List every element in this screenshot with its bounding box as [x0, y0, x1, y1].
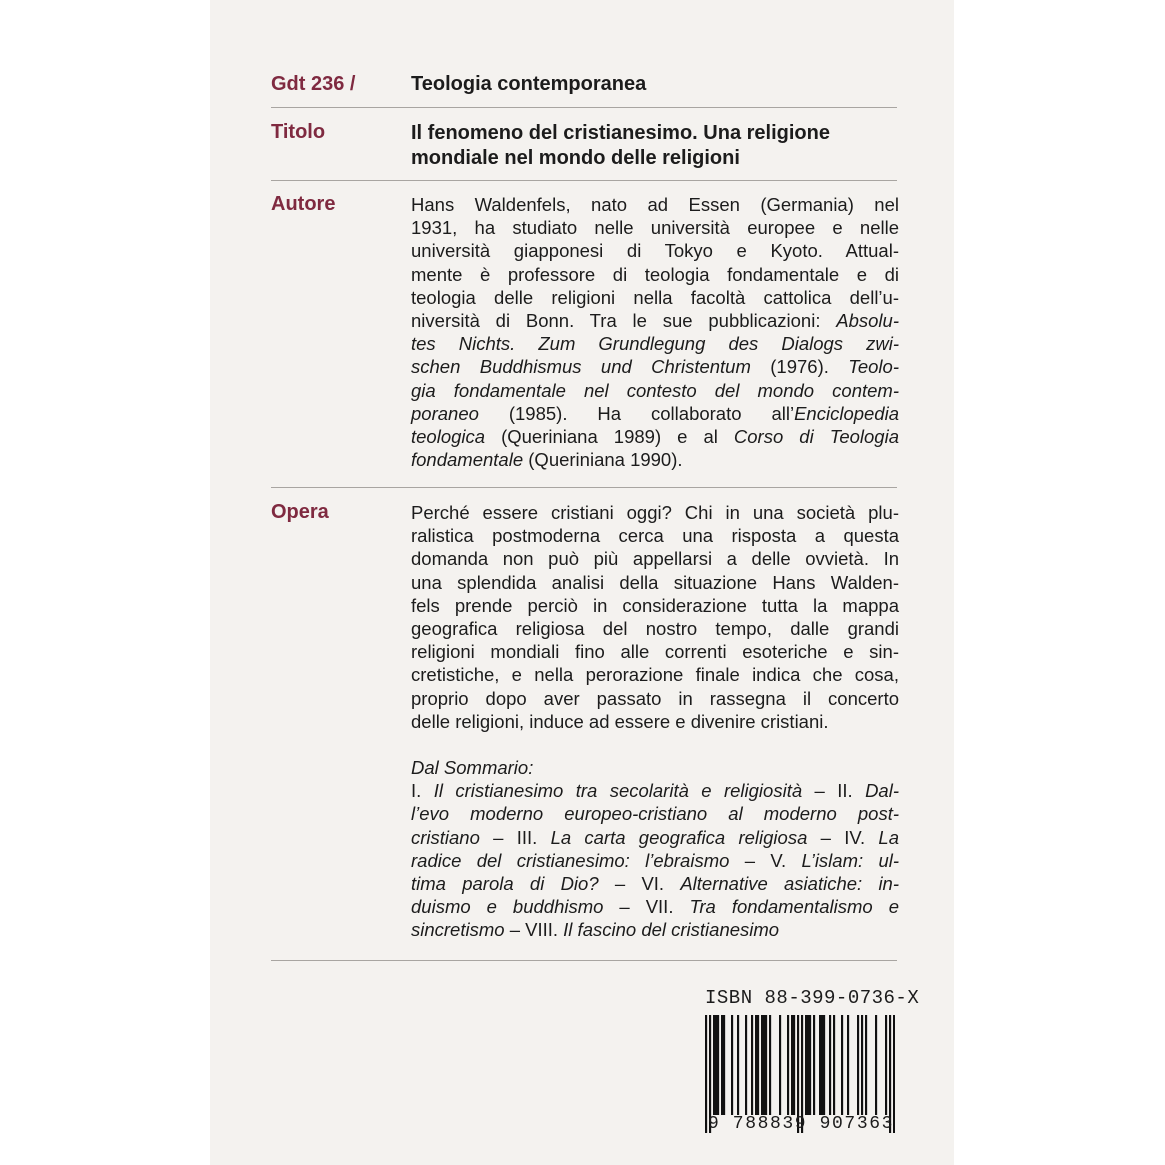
- barcode-bar: [833, 1015, 835, 1115]
- sommario-italic: Alternative asiatiche: in-: [680, 873, 899, 895]
- bio-italic: Teolo-: [848, 356, 899, 378]
- bio-line: [411, 425, 899, 448]
- sommario-line: [411, 918, 899, 941]
- barcode-bar: [821, 1015, 823, 1115]
- barcode-bar: [737, 1015, 739, 1115]
- book-title: [411, 121, 899, 171]
- barcode-digits: 9 788839 907363: [708, 1114, 895, 1134]
- barcode-bar: [779, 1015, 781, 1115]
- sommario-italic: La carta geografica religiosa: [550, 826, 808, 848]
- barcode-bar: [885, 1015, 887, 1115]
- bio-text: (1976).: [750, 356, 849, 378]
- sommario-text: – II.: [802, 780, 866, 802]
- barcode-bar: [757, 1015, 759, 1115]
- description-line: cretistiche, e nella perorazione finale indica che cosa,: [411, 664, 899, 686]
- barcode-bar: [809, 1015, 811, 1115]
- sommario-title: [411, 756, 899, 779]
- bio-text: niversità di Bonn. Tra le sue pubblicazioni:: [411, 310, 837, 332]
- sommario-text: – III.: [479, 826, 551, 848]
- sommario-italic: l’evo moderno europeo-cristiano al moderno post-: [411, 803, 899, 825]
- description-line: delle religioni, induce ad essere e divenire cristiani.: [411, 710, 829, 732]
- bio-italic: poraneo: [411, 402, 479, 424]
- description-line: Perché essere cristiani oggi? Chi in una società plu-: [411, 502, 899, 523]
- sommario-italic: L’islam: ul-: [801, 849, 899, 871]
- sommario-text: – IV.: [807, 826, 879, 848]
- bio-italic: teologica: [411, 426, 486, 448]
- barcode-bar: [713, 1015, 715, 1115]
- barcode-bar: [865, 1015, 867, 1115]
- barcode-bar: [841, 1015, 843, 1115]
- bio-line: università giapponesi di Tokyo e Kyoto. Attual-: [411, 240, 899, 262]
- bio-line: [411, 448, 899, 471]
- bio-line: [411, 379, 899, 402]
- description-line: geografica religiosa del nostro tempo, dalle grandi: [411, 618, 899, 640]
- divider: [271, 960, 897, 961]
- barcode-bar: [857, 1015, 859, 1115]
- barcode-bar: [813, 1015, 815, 1115]
- autore-label: Autore: [271, 193, 336, 215]
- bio-line: [411, 309, 899, 332]
- barcode-bar: [715, 1015, 717, 1115]
- bio-line: [411, 355, 899, 378]
- barcode-bar: [805, 1015, 807, 1115]
- sommario-line: [411, 802, 899, 825]
- description-line: una splendida analisi della situazione Hans Walden-: [411, 571, 899, 593]
- barcode-bar: [761, 1015, 763, 1115]
- bio-italic: Absolu-: [836, 310, 899, 332]
- sommario-italic: tima parola di Dio?: [411, 873, 599, 895]
- opera-label: Opera: [271, 501, 329, 523]
- barcode-bar: [751, 1015, 753, 1115]
- sommario-italic: Dal-: [865, 780, 899, 802]
- sommario-line: [411, 872, 899, 895]
- sommario-italic: sincretismo: [411, 919, 505, 941]
- barcode-bar: [823, 1015, 825, 1115]
- description-line: religioni mondiali fino alle correnti esoteriche e sin-: [411, 641, 899, 663]
- bio-italic: gia fondamentale nel contesto del mondo contem-: [411, 379, 899, 401]
- bio-italic: Enciclopedia: [794, 402, 899, 424]
- sommario-line: [411, 849, 899, 872]
- description-line: domanda non può più appellarsi a delle ovvietà. In: [411, 548, 899, 570]
- bio-text: (1985). Ha collaborato all’: [478, 402, 795, 424]
- barcode-bar: [721, 1015, 723, 1115]
- sommario-line: [411, 895, 899, 918]
- bio-line: teologia delle religioni nella facoltà cattolica dell’u-: [411, 286, 899, 308]
- barcode-bar: [819, 1015, 821, 1115]
- barcode-bar: [787, 1015, 789, 1115]
- sommario-text: – V.: [729, 849, 802, 871]
- barcode-bar: [723, 1015, 725, 1115]
- book-title-line: mondiale nel mondo delle religioni: [411, 147, 740, 169]
- barcode-bar: [731, 1015, 733, 1115]
- work-description: [411, 501, 899, 942]
- sommario-italic: cristiano: [411, 826, 480, 848]
- divider: [271, 107, 897, 108]
- series-title: Teologia contemporanea: [411, 73, 647, 95]
- description-line: proprio dopo aver passato in rassegna il concerto: [411, 687, 899, 709]
- sommario-italic: Il cristianesimo tra secolarità e religiosità: [433, 780, 803, 802]
- book-title-line: Il fenomeno del cristianesimo. Una religione: [411, 122, 830, 144]
- sommario-text: – VIII.: [504, 919, 564, 941]
- sommario-italic: La: [878, 826, 899, 848]
- barcode-bar: [765, 1015, 767, 1115]
- barcode-bar: [763, 1015, 765, 1115]
- series-label: Gdt 236 /: [271, 73, 356, 95]
- bio-italic: fondamentale: [411, 449, 524, 471]
- sommario-line: [411, 826, 899, 849]
- titolo-label: Titolo: [271, 121, 326, 143]
- bio-text: (Queriniana 1990).: [523, 449, 683, 471]
- sommario-line: [411, 779, 899, 802]
- sommario-title-text: Dal Sommario:: [411, 757, 534, 779]
- bio-italic: Corso di Teologia: [733, 426, 899, 448]
- divider: [271, 180, 897, 181]
- bio-line: mente è professore di teologia fondamentale e di: [411, 263, 899, 285]
- bio-italic: tes Nichts. Zum Grundlegung des Dialogs zwi-: [411, 333, 899, 355]
- sommario-text: – VI.: [598, 873, 681, 895]
- barcode-guard-bar: [705, 1015, 707, 1133]
- barcode-bar: [875, 1015, 877, 1115]
- sommario-italic: Tra fondamentalismo e: [689, 896, 900, 918]
- barcode-bar: [793, 1015, 795, 1115]
- barcode-bar: [861, 1015, 863, 1115]
- barcode-bar: [755, 1015, 757, 1115]
- bio-text: (Queriniana 1989) e al: [485, 426, 734, 448]
- barcode-bar: [829, 1015, 831, 1115]
- spacer: [411, 733, 899, 756]
- bio-italic: schen Buddhismus und Christentum: [411, 356, 751, 378]
- isbn-label: ISBN 88-399-0736-X: [705, 987, 920, 1009]
- sommario-italic: Il fascino del cristianesimo: [563, 919, 780, 941]
- barcode-bar: [745, 1015, 747, 1115]
- bio-line: [411, 332, 899, 355]
- sommario-text: I.: [411, 780, 434, 802]
- bio-line: [411, 402, 899, 425]
- sommario-text: – VII.: [603, 896, 690, 918]
- sommario-italic: radice del cristianesimo: l’ebraismo: [411, 849, 730, 871]
- divider: [271, 487, 897, 488]
- sommario-italic: duismo e buddhismo: [411, 896, 604, 918]
- barcode-bar: [791, 1015, 793, 1115]
- barcode-bar: [807, 1015, 809, 1115]
- bio-line: Hans Waldenfels, nato ad Essen (Germania) nel: [411, 194, 899, 215]
- description-line: fels prende perciò in considerazione tutta la mappa: [411, 594, 899, 616]
- barcode-bar: [769, 1015, 771, 1115]
- barcode-bar: [717, 1015, 719, 1115]
- description-line: ralistica postmoderna cerca una risposta a questa: [411, 525, 899, 547]
- bio-line: 1931, ha studiato nelle università europee e nelle: [411, 217, 899, 239]
- barcode-bar: [847, 1015, 849, 1115]
- author-bio: [411, 193, 899, 471]
